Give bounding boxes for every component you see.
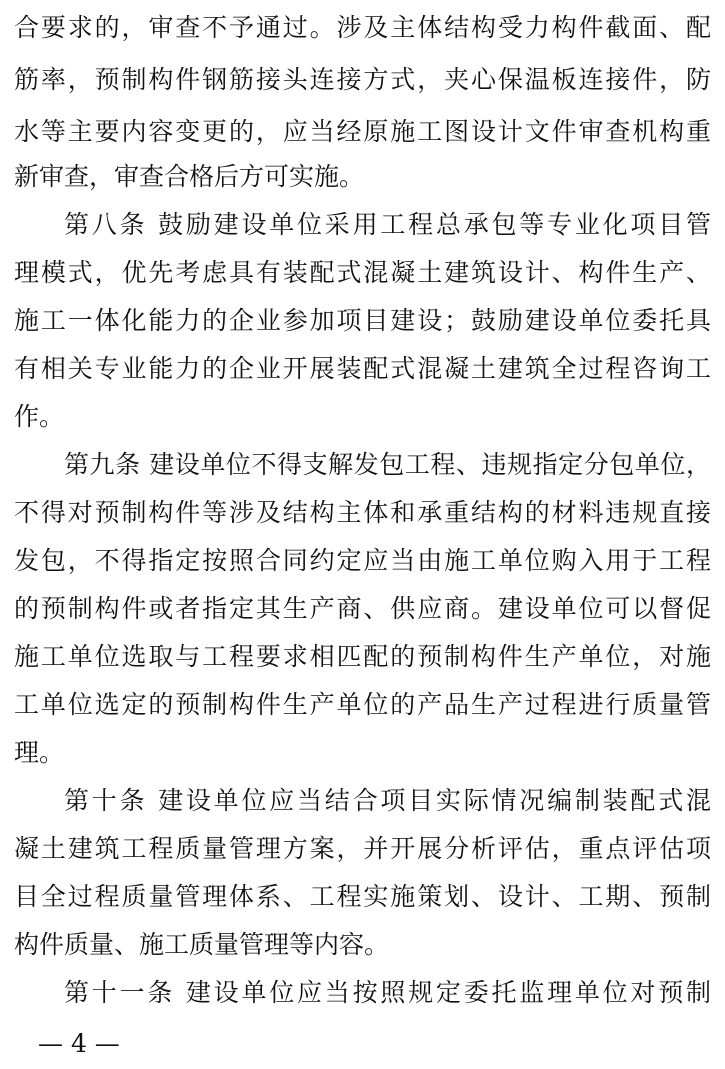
- article-heading-line: 第八条 鼓励建设单位采用工程总承包等专业化项目管: [64, 210, 711, 239]
- body-text-line: 目全过程质量管理体系、工程实施策划、设计、工期、预制: [14, 882, 711, 911]
- body-text-line: 不得对预制构件等涉及结构主体和承重结构的材料违规直接: [14, 498, 711, 527]
- body-text-line: 的预制构件或者指定其生产商、供应商。建设单位可以督促: [14, 594, 711, 623]
- page-number: — 4 —: [38, 1029, 120, 1058]
- article-heading-line: 第九条 建设单位不得支解发包工程、违规指定分包单位，: [64, 450, 711, 479]
- body-text-line: 水等主要内容变更的，应当经原施工图设计文件审查机构重: [14, 117, 711, 146]
- body-text-line: 筋率，预制构件钢筋接头连接方式，夹心保温板连接件，防: [14, 65, 711, 94]
- body-text-line: 工单位选定的预制构件生产单位的产品生产过程进行质量管: [14, 690, 711, 719]
- article-heading-line: 第十一条 建设单位应当按照规定委托监理单位对预制: [64, 978, 711, 1007]
- body-text-line: 作。: [14, 402, 65, 431]
- body-text-line: 有相关专业能力的企业开展装配式混凝土建筑全过程咨询工: [14, 354, 711, 383]
- body-text-line: 施工一体化能力的企业参加项目建设；鼓励建设单位委托具: [14, 306, 711, 335]
- body-text-line: 合要求的，审查不予通过。涉及主体结构受力构件截面、配: [14, 13, 711, 42]
- body-text-line: 构件质量、施工质量管理等内容。: [14, 930, 390, 959]
- body-text-line: 凝土建筑工程质量管理方案，并开展分析评估，重点评估项: [14, 834, 711, 863]
- body-text-line: 新审查，审查合格后方可实施。: [14, 162, 365, 191]
- body-text-line: 施工单位选取与工程要求相匹配的预制构件生产单位，对施: [14, 642, 711, 671]
- body-text-line: 发包，不得指定按照合同约定应当由施工单位购入用于工程: [14, 546, 711, 575]
- body-text-line: 理。: [14, 738, 65, 767]
- article-heading-line: 第十条 建设单位应当结合项目实际情况编制装配式混: [64, 786, 711, 815]
- body-text-line: 理模式，优先考虑具有装配式混凝土建筑设计、构件生产、: [14, 258, 711, 287]
